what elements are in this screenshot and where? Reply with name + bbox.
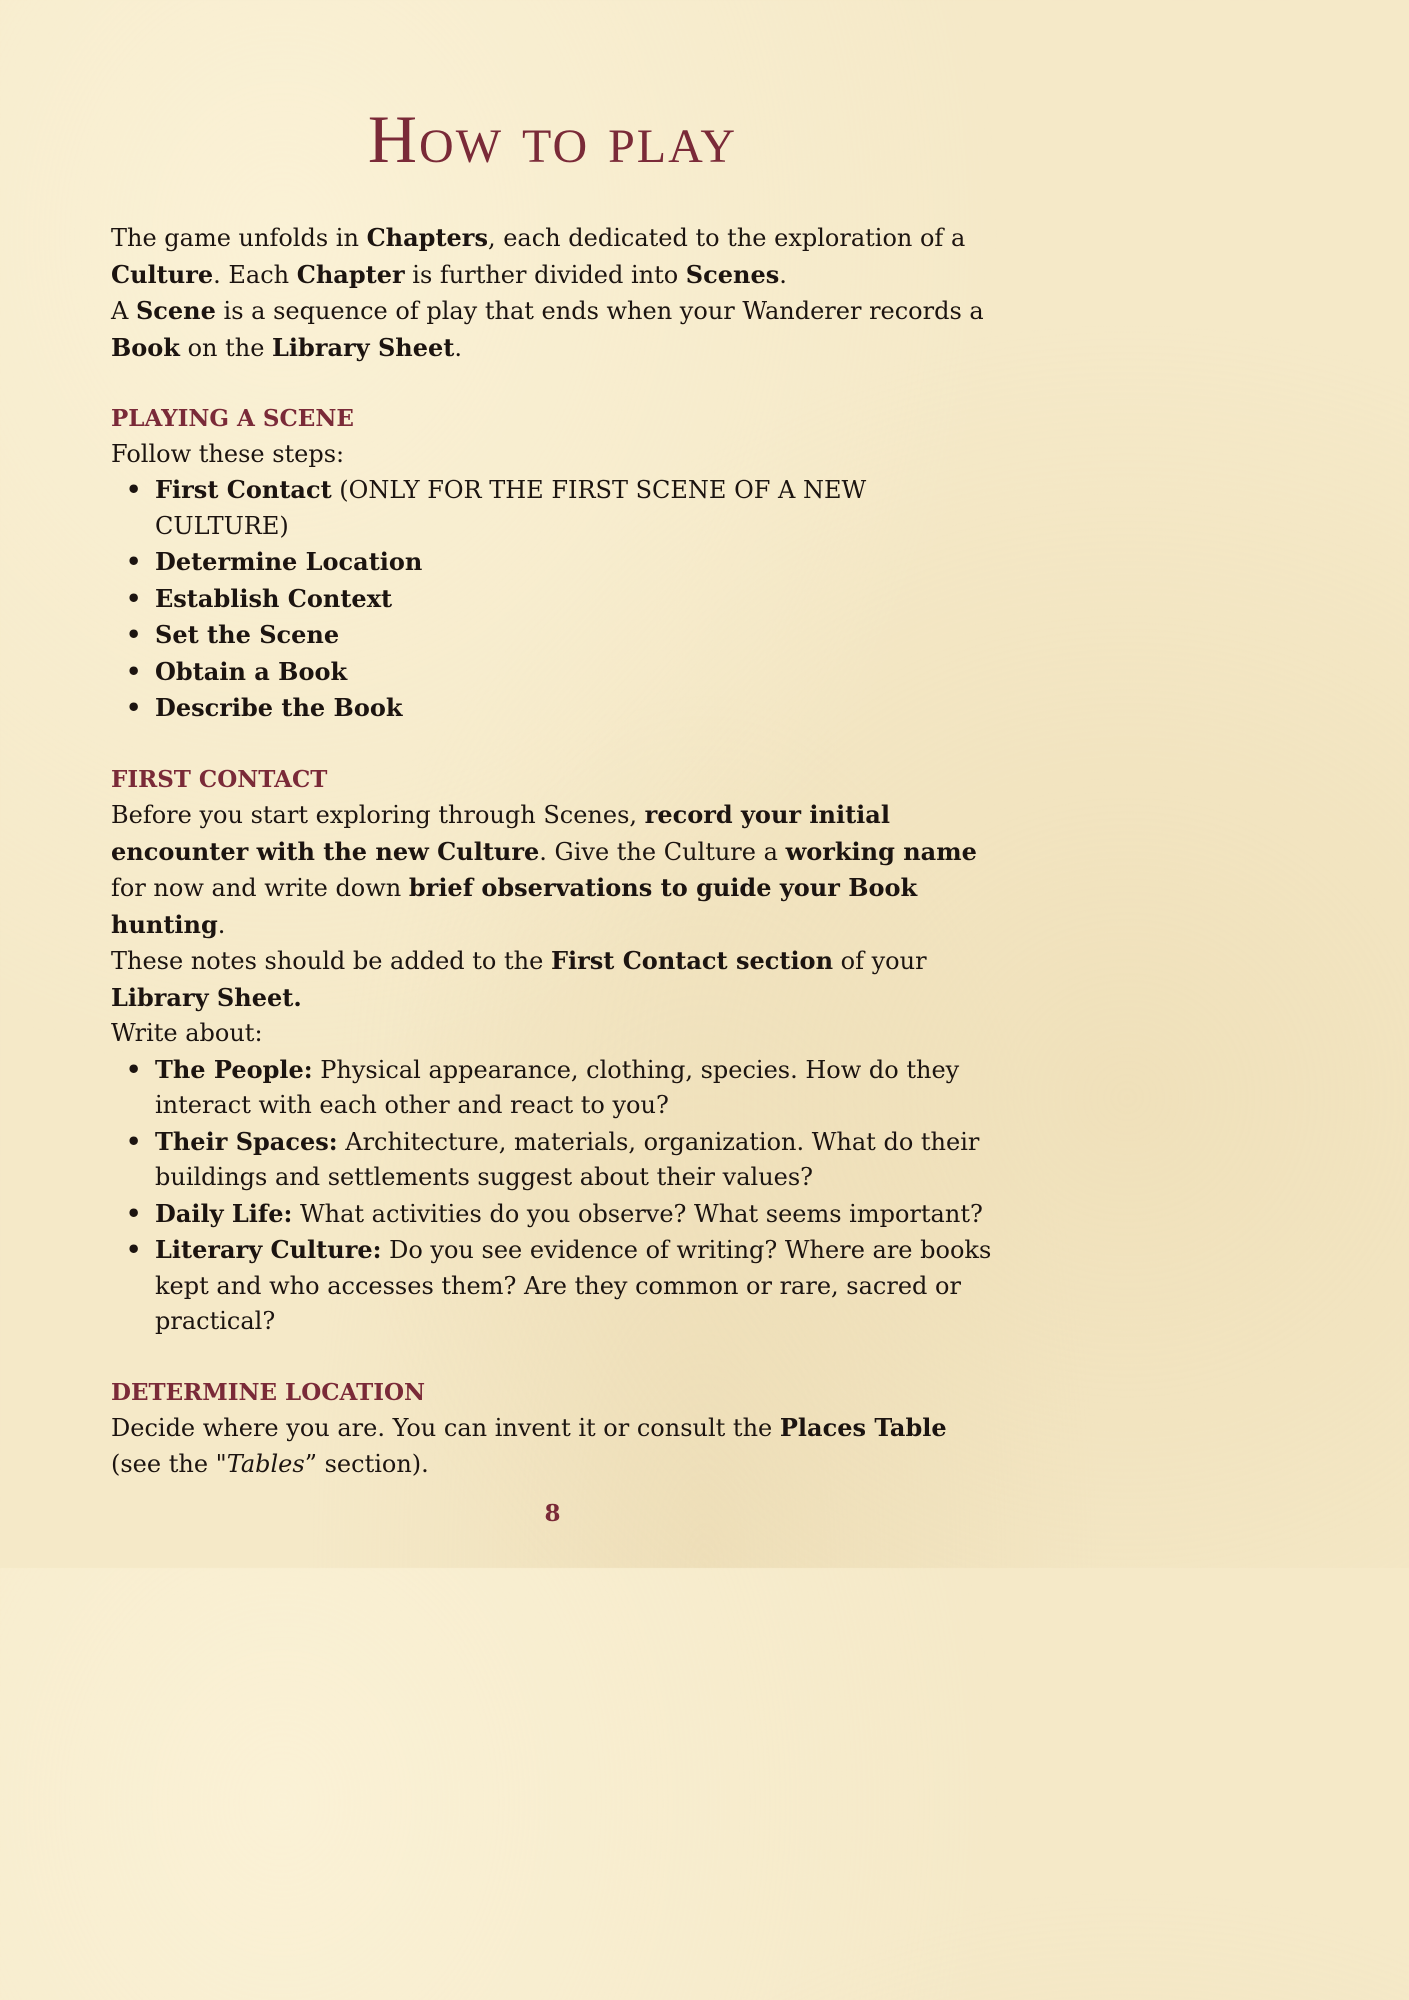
intro-term-chapter: Chapter [296,259,405,289]
intro-term-culture: Culture [111,259,214,289]
first-contact-emphasis: working name [785,836,977,866]
write-about-item [155,1124,1001,1196]
tables-section-reference: Tables [226,1449,305,1478]
spacer [111,1340,1001,1375]
intro-text: . [779,260,787,289]
first-contact-text: These notes should be added to the [111,947,551,975]
places-table-reference: Places Table [779,1413,947,1442]
step-label: Set the Scene [155,620,340,649]
steps-lead: Follow these steps: [111,439,345,468]
intro-text: , each dedicated to the exploration of a [487,224,966,252]
spacer [111,366,1001,401]
intro-text: The game unfolds in [111,224,367,252]
first-contact-text: of your [833,947,927,975]
write-about-label: Literary Culture: [155,1235,382,1264]
intro-paragraph [111,220,1001,293]
write-about-label: The People: [155,1054,313,1084]
intro-term-book: Book [111,332,180,362]
page-number: 8 [544,1500,561,1527]
first-contact-paragraph [111,797,1001,943]
step-item [155,654,1001,691]
write-about-lead: Write about: [111,1019,263,1047]
step-note: (ONLY FOR THE FIRST SCENE OF A NEW CULTURE) [155,476,867,540]
steps-list [111,472,1001,727]
step-item [155,690,1001,727]
page-content [111,220,1001,1482]
intro-text: is further divided into [404,260,686,289]
section-heading-first-contact: FIRST CONTACT [111,765,328,793]
spacer [111,727,1001,762]
first-contact-emphasis: Library Sheet. [111,982,302,1012]
section-heading-determine-location: DETERMINE LOCATION [111,1378,426,1406]
step-label: Determine Location [155,547,423,576]
write-about-item [155,1052,1001,1124]
write-about-text: What activities do you observe? What seems important? [292,1199,983,1228]
step-item [155,544,1001,581]
step-item [155,617,1001,654]
step-label: Describe the Book [155,693,403,722]
first-contact-emphasis: First Contact section [550,946,834,975]
write-about-text: Physical appearance, clothing, species. How do they interact with each other and react to you? [155,1055,960,1119]
write-about-item [155,1232,1001,1340]
write-about-list [111,1052,1001,1340]
section-heading-playing-scene: PLAYING A SCENE [111,405,354,432]
first-contact-emphasis: record your initial encounter with the new Culture [111,800,890,866]
intro-term-library-sheet: Library Sheet [272,332,455,362]
intro-text: is a sequence of play that ends when your Wanderer records a [215,297,984,325]
first-contact-text: . [217,910,226,939]
write-about-label: Daily Life: [155,1198,293,1228]
write-about-item [155,1196,1001,1233]
step-label: Establish Context [155,583,393,613]
intro-term-scene: Scene [135,296,216,325]
write-about-text: Architecture, materials, organization. What do their buildings and settlements suggest about their values? [155,1127,980,1191]
first-contact-notes-paragraph [111,943,1001,1016]
first-contact-text: for now and write down [111,874,409,902]
write-about-text: Do you see evidence of writing? Where are books kept and who accesses them? Are they common or rare, sacred or practical? [155,1236,992,1335]
intro-term-chapters: Chapters [366,223,488,252]
write-about-label: Their Spaces: [155,1126,338,1156]
determine-location-text: ” section). [304,1449,429,1478]
step-item [155,581,1001,618]
intro-text: A [111,297,136,325]
scene-definition-paragraph [111,293,1001,366]
intro-text: . [454,333,463,362]
step-item [155,472,1001,544]
determine-location-paragraph [111,1410,1001,1482]
intro-text: . Each [213,260,297,289]
step-label: Obtain a Book [155,656,348,686]
determine-location-text: (see the " [111,1449,227,1478]
first-contact-text: Before you start exploring through Scenes, [111,801,645,829]
determine-location-text: Decide where you are. You can invent it or consult the [111,1414,780,1442]
first-contact-emphasis: brief observations to guide your Book hunting [111,873,918,939]
intro-term-scenes: Scenes [685,259,780,289]
page-title: How to play [367,101,738,177]
step-label: First Contact [155,475,332,504]
first-contact-text: . Give the Culture a [539,837,786,866]
intro-text: on the [179,333,273,362]
